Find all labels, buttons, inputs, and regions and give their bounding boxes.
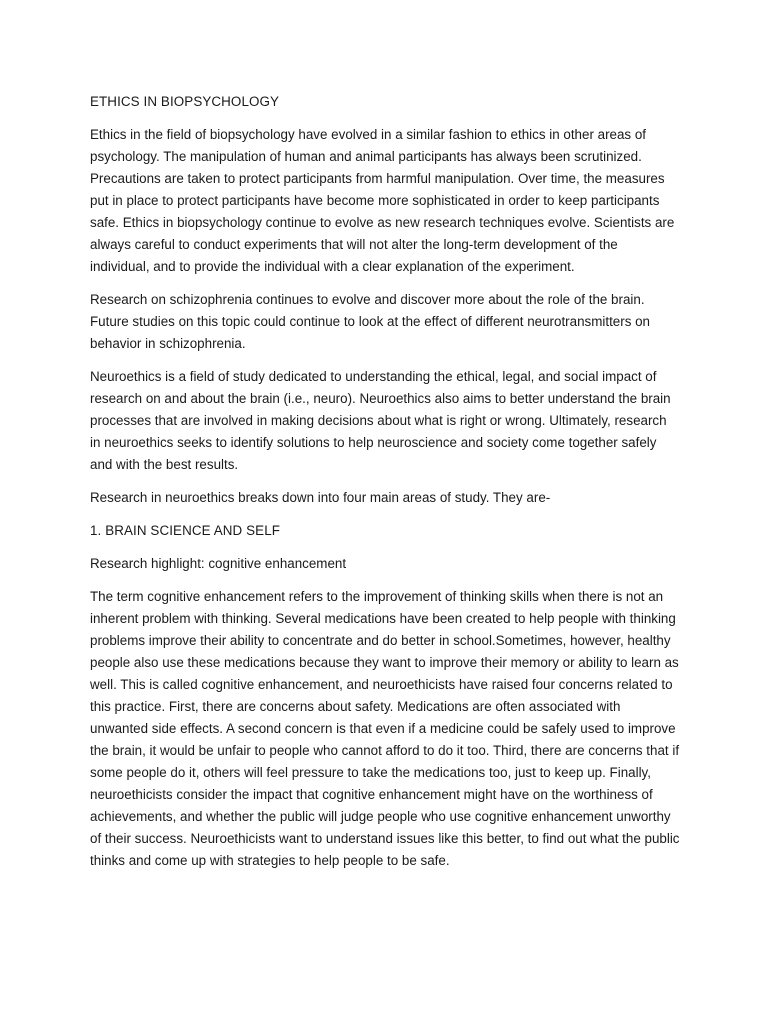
document-title: ETHICS IN BIOPSYCHOLOGY [90, 94, 280, 109]
paragraph-ethics: Ethics in the field of biopsychology have evolved in a similar fashion to ethics in other areas of psychology. The manipulation of human and animal participants has always been scrutinized. Precautions are taken to protect participants from harmful manipulation. Over time, the measures put in place to protect participants have become more sophisticated in order to keep participants safe. Ethics in biopsychology continue to evolve as new research techniques evolve. Scientists are always careful to conduct experiments that will not alter the long-term development of the individual, and to provide the individual with a clear explanation of the experiment. [90, 127, 675, 274]
paragraph-areas-intro: Research in neuroethics breaks down into four main areas of study. They are- [90, 490, 551, 505]
paragraph-schizophrenia: Research on schizophrenia continues to evolve and discover more about the role of the brain. Future studies on this topic could continue to look at the effect of different neurotransmitters on behavior in schizophrenia. [90, 292, 651, 351]
paragraph-neuroethics: Neuroethics is a field of study dedicated to understanding the ethical, legal, and social impact of research on and about the brain (i.e., neuro). Neuroethics also aims to better understand the brain processes that are involved in making decisions about what is right or wrong. Ultimately, research in neuroethics seeks to identify solutions to help neuroscience and society come together safely and with the best results. [90, 369, 671, 472]
document-body [90, 91, 680, 883]
section-heading: 1. BRAIN SCIENCE AND SELF [90, 523, 281, 538]
research-highlight: Research highlight: cognitive enhancement [90, 556, 347, 571]
paragraph-cognitive-enhancement: The term cognitive enhancement refers to the improvement of thinking skills when there is not an inherent problem with thinking. Several medications have been created to help people with thinking problems improve their ability to concentrate and do better in school.Sometimes, however, healthy people also use these medications because they want to improve their memory or ability to learn as well. This is called cognitive enhancement, and neuroethicists have raised four concerns related to this practice. First, there are concerns about safety. Medications are often associated with unwanted side effects. A second concern is that even if a medicine could be safely used to improve the brain, it would be unfair to people who cannot afford to do it too. Third, there are concerns that if some people do it, others will feel pressure to take the medications too, just to keep up. Finally, neuroethicists consider the impact that cognitive enhancement might have on the worthiness of achievements, and whether the public will judge people who use cognitive enhancement unworthy of their success. Neuroethicists want to understand issues like this better, to find out what the public thinks and come up with strategies to help people to be safe. [90, 589, 680, 868]
